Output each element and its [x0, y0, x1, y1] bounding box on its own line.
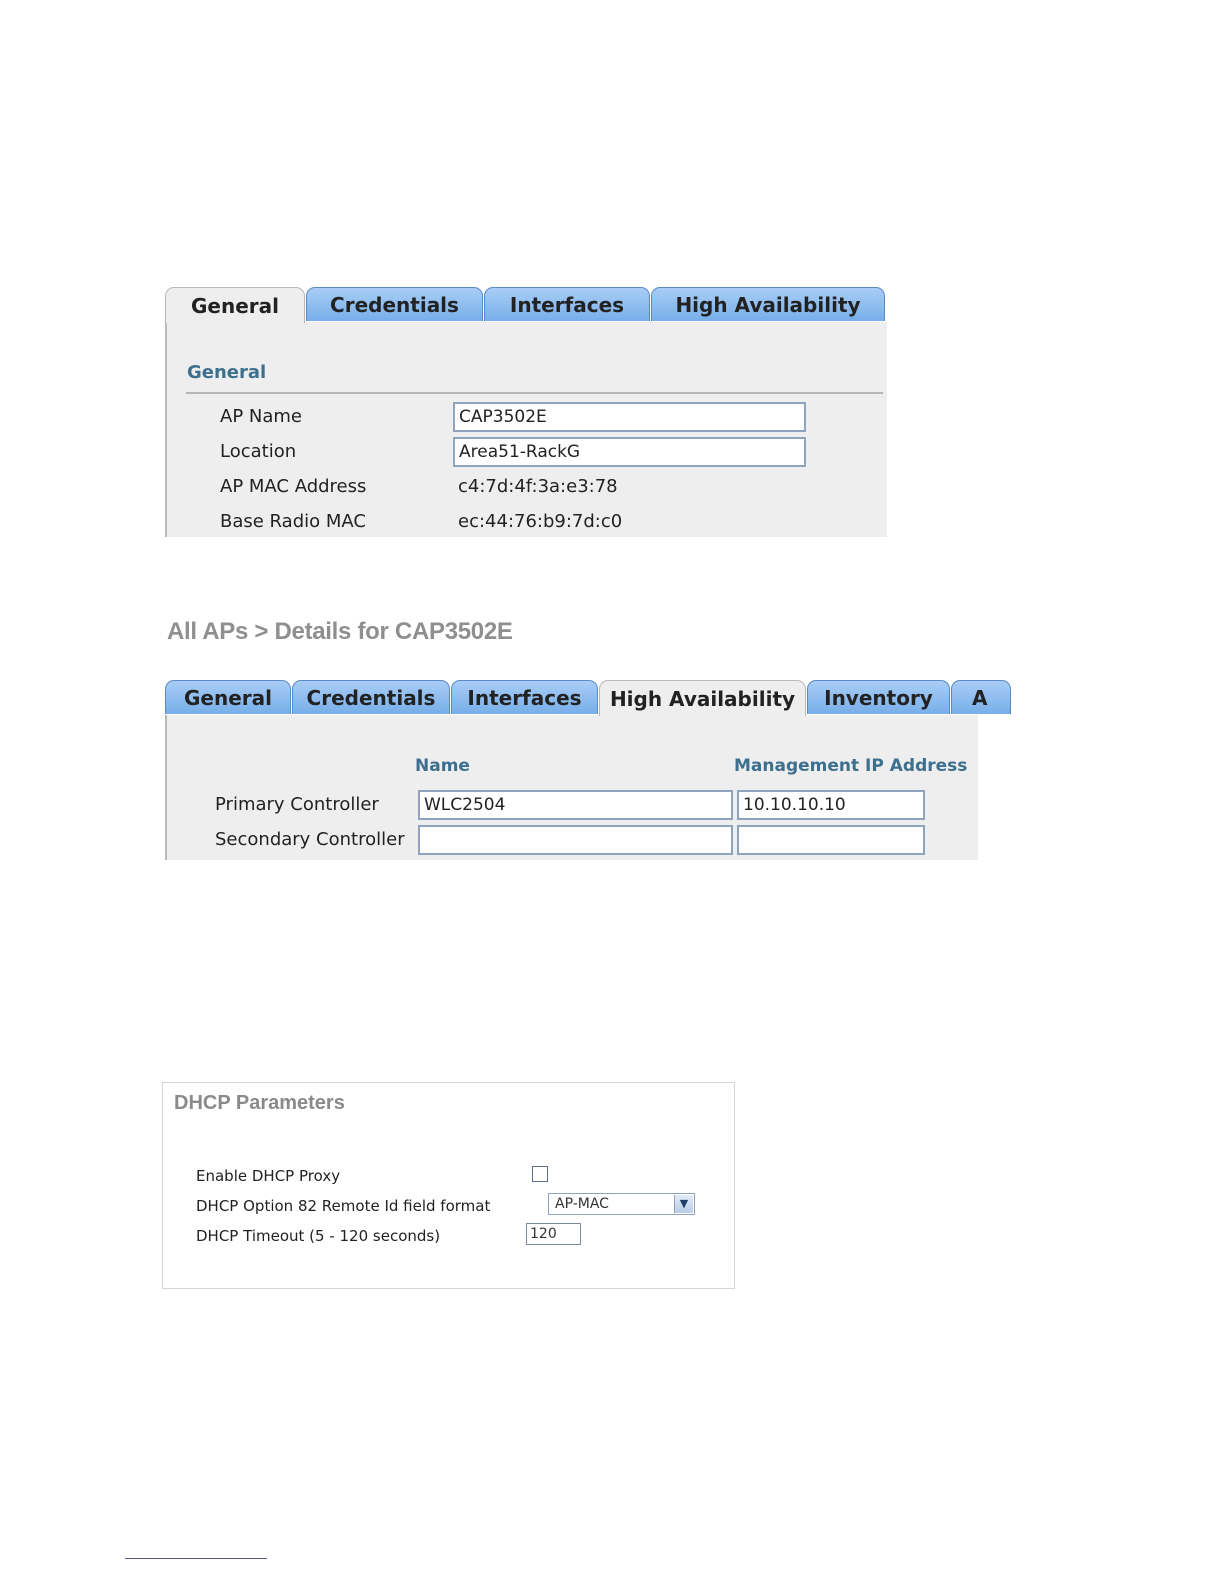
footnote-separator [125, 1558, 267, 1559]
tab-truncated[interactable]: A [951, 680, 1011, 714]
secondary-controller-ip-input[interactable] [737, 825, 925, 855]
column-header-management-ip: Management IP Address [734, 756, 968, 776]
location-input[interactable]: Area51-RackG [453, 437, 806, 467]
primary-controller-ip-input[interactable]: 10.10.10.10 [737, 790, 925, 820]
breadcrumb: All APs > Details for CAP3502E [167, 618, 513, 645]
tab-credentials[interactable]: Credentials [292, 680, 450, 714]
dhcp-option82-select[interactable] [548, 1193, 695, 1215]
tab-inventory[interactable]: Inventory [807, 680, 950, 714]
ap-mac-value: c4:7d:4f:3a:e3:78 [458, 476, 618, 497]
tab-bar [165, 680, 988, 716]
tab-bar [165, 287, 885, 323]
primary-controller-name-input[interactable]: WLC2504 [418, 790, 733, 820]
tab-credentials[interactable]: Credentials [306, 287, 483, 321]
tab-general[interactable]: General [165, 680, 291, 714]
primary-controller-label: Primary Controller [215, 794, 379, 815]
enable-dhcp-proxy-label: Enable DHCP Proxy [196, 1167, 341, 1185]
ap-name-input[interactable]: CAP3502E [453, 402, 806, 432]
secondary-controller-name-input[interactable] [418, 825, 733, 855]
dhcp-parameters-panel [162, 1082, 735, 1289]
tab-high-availability[interactable]: High Availability [651, 287, 885, 321]
tab-interfaces[interactable]: Interfaces [451, 680, 598, 714]
section-divider [186, 392, 883, 394]
secondary-controller-label: Secondary Controller [215, 829, 405, 850]
general-panel-body [165, 322, 887, 537]
dhcp-timeout-input[interactable]: 120 [526, 1223, 581, 1245]
base-radio-mac-label: Base Radio MAC [220, 511, 366, 532]
tab-high-availability[interactable]: High Availability [599, 680, 806, 716]
dhcp-parameters-title: DHCP Parameters [174, 1092, 345, 1114]
column-header-name: Name [415, 756, 470, 776]
dhcp-timeout-label: DHCP Timeout (5 - 120 seconds) [196, 1227, 441, 1245]
enable-dhcp-proxy-checkbox[interactable] [532, 1166, 548, 1182]
ap-high-availability-panel [165, 680, 988, 860]
ap-mac-label: AP MAC Address [220, 476, 367, 497]
location-label: Location [220, 441, 297, 462]
ap-general-panel [165, 287, 885, 537]
dhcp-option82-selected-value: AP-MAC [555, 1196, 609, 1212]
chevron-down-icon[interactable]: ▼ [674, 1195, 693, 1213]
section-title-general: General [187, 362, 267, 383]
tab-general[interactable]: General [165, 287, 305, 323]
tab-interfaces[interactable]: Interfaces [484, 287, 650, 321]
dhcp-option82-label: DHCP Option 82 Remote Id field format [196, 1197, 491, 1215]
ap-name-label: AP Name [220, 406, 302, 427]
high-availability-panel-body [165, 715, 978, 860]
base-radio-mac-value: ec:44:76:b9:7d:c0 [458, 511, 623, 532]
